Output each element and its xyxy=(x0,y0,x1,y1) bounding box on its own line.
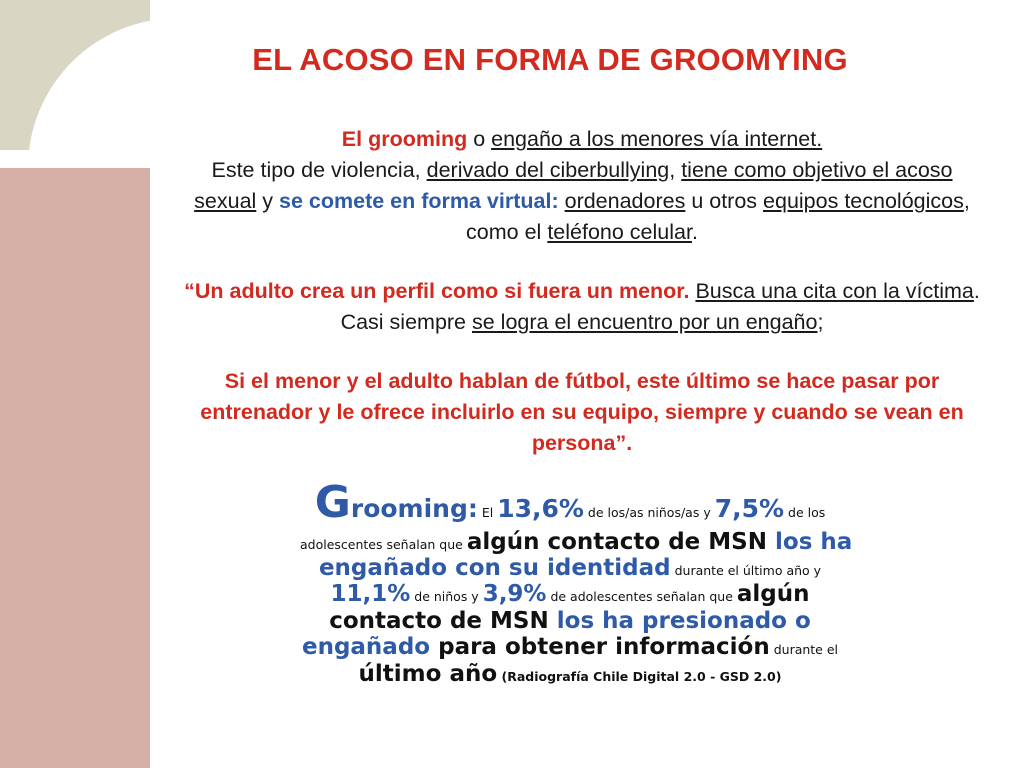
decor-pink-bar xyxy=(0,168,150,768)
grooming-statistics xyxy=(300,477,853,687)
text-fragment: y xyxy=(256,189,280,213)
stat-source: (Radiografía Chile Digital 2.0 - GSD 2.0) xyxy=(497,668,782,684)
paragraph-football-example: Si el menor y el adulto hablan de fútbol, este último se hace pasar por entrenador y le ofrece incluirlo en su equipo, siempre y cuando se vean en persona”. xyxy=(200,369,964,455)
stat-line-7 xyxy=(300,661,840,687)
text-fragment: de niños y xyxy=(410,589,483,605)
stat-line-4 xyxy=(300,581,840,607)
paragraph-grooming-definition xyxy=(182,124,982,248)
text-fragment: . Casi siempre xyxy=(340,279,980,334)
stat-percent-adolescents: 7,5% xyxy=(714,494,785,523)
slide-title: EL ACOSO EN FORMA DE GROOMYING xyxy=(252,42,848,77)
text-fragment: ; xyxy=(817,310,824,334)
stat-msn-contact-2: contacto de MSN xyxy=(329,607,549,634)
stat-line-1 xyxy=(300,478,840,529)
text-fragment: . xyxy=(691,220,698,244)
stat-get-info: para obtener información xyxy=(430,634,770,661)
devices-text: equipos tecnológicos xyxy=(763,189,964,213)
quote-text: “Un adulto crea un perfil como si fuera un menor. xyxy=(184,279,690,303)
text-fragment: Este tipo de violencia, xyxy=(211,158,427,182)
decor-brown-curve xyxy=(876,620,1024,768)
deception-text: se logra el encuentro por un engaño xyxy=(472,310,818,334)
text-fragment: de los/as niños/as y xyxy=(583,505,715,520)
stat-los-ha: los ha xyxy=(767,528,853,555)
stat-percent-adolescents-2: 3,9% xyxy=(482,581,547,608)
stat-percent-children-2: 11,1% xyxy=(330,581,411,608)
text-fragment: durante el xyxy=(769,642,839,658)
text-fragment: u otros xyxy=(685,189,764,213)
stat-line-2 xyxy=(300,528,853,555)
stat-initial-letter: G xyxy=(314,477,351,528)
phone-text: teléfono celular xyxy=(547,220,692,244)
stat-last-year: último año xyxy=(358,660,498,687)
definition-text: engaño a los menores vía internet. xyxy=(491,127,823,151)
text-fragment: de los xyxy=(784,505,826,520)
text-fragment: , xyxy=(669,158,682,182)
stat-pressured: los ha presionado o xyxy=(548,607,811,634)
stat-line-3 xyxy=(300,555,840,581)
stat-algun: algún xyxy=(736,581,810,608)
derived-from-text: derivado del ciberbullying xyxy=(426,158,670,182)
stat-identity-deception: engañado con su identidad xyxy=(318,555,671,582)
stat-percent-children: 13,6% xyxy=(497,494,584,523)
text-fragment: durante el último año y xyxy=(670,563,822,579)
stat-line-5 xyxy=(300,608,840,634)
stat-deceived: engañado xyxy=(301,634,431,661)
paragraph-quote xyxy=(182,276,982,338)
text-fragment: adolescentes señalan que xyxy=(300,536,467,552)
text-fragment: o xyxy=(467,127,492,151)
stat-line-6 xyxy=(300,634,840,660)
objective-text: tiene como objetivo el acoso sexual xyxy=(194,158,953,213)
virtual-text: se comete en forma virtual: xyxy=(279,189,559,213)
text-fragment: El xyxy=(477,505,498,520)
date-text: Busca una cita con la víctima xyxy=(695,279,974,303)
stat-msn-contact: algún contacto de MSN xyxy=(466,528,767,555)
stat-heading: rooming: xyxy=(350,494,478,523)
text-fragment: de adolescentes señalan que xyxy=(546,589,737,605)
text-fragment: , como el xyxy=(466,189,970,244)
term-grooming: El grooming xyxy=(341,127,468,151)
body-text xyxy=(182,124,982,459)
computers-text: ordenadores xyxy=(564,189,686,213)
